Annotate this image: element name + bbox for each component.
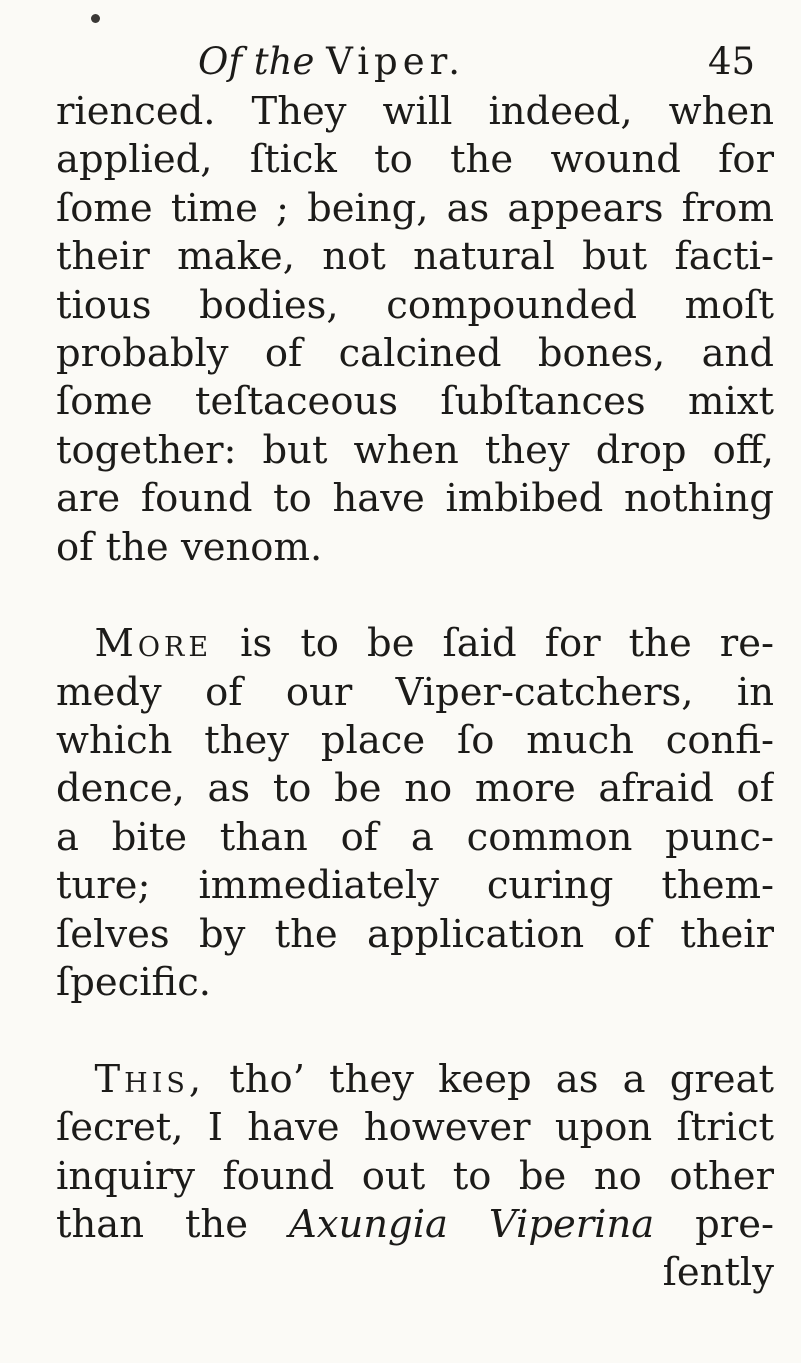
page-number: 45 — [708, 40, 756, 83]
text-line — [56, 1201, 774, 1249]
text-line: ſelves by the application of their — [56, 911, 774, 957]
text-line: their make, not natural but facti- — [56, 234, 774, 280]
running-title — [198, 40, 465, 83]
ink-spot — [91, 14, 100, 23]
text-line: medy of our Viper-catchers, in — [56, 669, 774, 715]
text-line: inquiry found out to be no other — [56, 1153, 774, 1199]
running-title-italic: Of the — [198, 40, 315, 83]
text-line: dence, as to be no more afraid of — [56, 766, 774, 812]
paragraph-lead-word: This, — [94, 1056, 206, 1102]
paragraph-gap — [56, 1007, 774, 1055]
text-fragment: is to be ſaid for the re- — [212, 621, 774, 667]
text-line: ſome teſtaceous ſubſtances mixt — [56, 379, 774, 425]
text-line: are found to have imbibed nothing — [56, 476, 774, 522]
text-line: a bite than of a common punc- — [56, 814, 774, 860]
text-line: ſpecific. — [56, 960, 212, 1006]
text-line: which they place ſo much confi- — [56, 718, 774, 764]
paragraph-2 — [56, 620, 774, 1007]
paragraph-gap — [56, 572, 774, 620]
text-fragment: pre- — [654, 1201, 774, 1247]
text-line-lead — [56, 620, 774, 668]
running-header — [0, 36, 801, 96]
text-line: ſome time ; being, as appears from — [56, 185, 774, 231]
text-line: together: but when they drop off, — [56, 427, 774, 473]
paragraph-3 — [56, 1056, 774, 1298]
italic-term: Axungia Viperina — [288, 1201, 655, 1247]
text-line: ture; immediately curing them- — [56, 863, 774, 909]
text-line: probably of calcined bones, and — [56, 330, 774, 376]
text-fragment: than the — [56, 1201, 289, 1247]
text-line: tious bodies, compounded moſt — [56, 282, 774, 328]
text-fragment: tho’ they keep as a great — [205, 1056, 774, 1102]
running-title-caps: Viper. — [326, 40, 466, 83]
text-line: ſecret, I have however upon ſtrict — [56, 1105, 774, 1151]
text-line: of the venom. — [56, 524, 323, 570]
text-line: rienced. They will indeed, when — [56, 89, 774, 134]
catchword: ſently — [662, 1250, 774, 1296]
paragraph-1 — [56, 88, 774, 572]
body-text — [56, 88, 774, 1298]
text-line-lead — [56, 1056, 774, 1104]
paragraph-lead-word: More — [94, 621, 213, 667]
text-line: applied, ſtick to the wound for — [56, 137, 774, 183]
